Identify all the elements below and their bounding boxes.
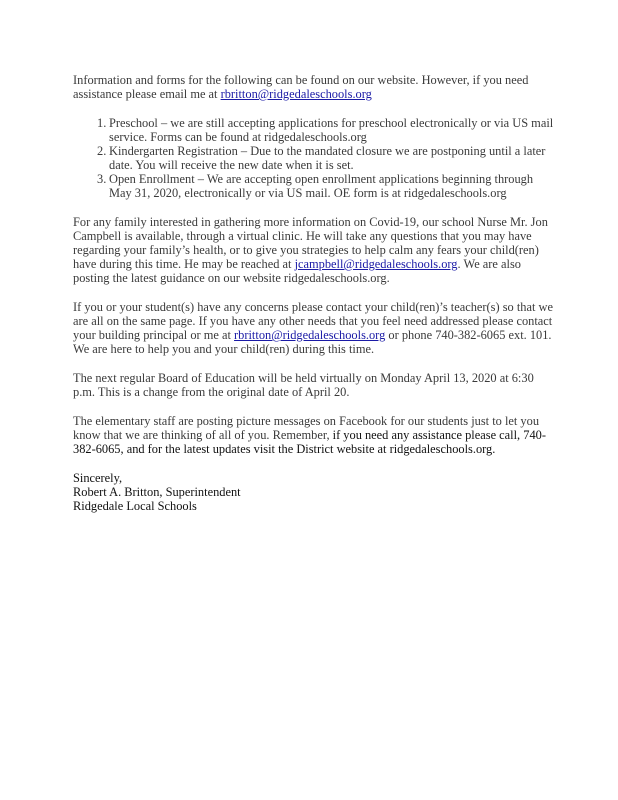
text-line xyxy=(73,257,553,271)
text-line: The next regular Board of Education will be held virtually on Monday April 13, 2020 at 6:30 xyxy=(73,371,534,385)
text-line: Preschool – we are still accepting applications for preschool electronically or via US mail xyxy=(109,116,554,130)
text-line: Kindergarten Registration – Due to the mandated closure we are postponing until a later xyxy=(109,144,546,158)
list-item xyxy=(73,172,553,200)
intro-paragraph xyxy=(73,73,553,101)
text-line: service. Forms can be found at ridgedaleschools.org xyxy=(109,130,367,144)
numbered-list xyxy=(73,116,553,200)
list-item xyxy=(73,144,553,172)
text-line: posting the latest guidance on our website ridgedaleschools.org. xyxy=(73,271,390,285)
closing: Sincerely, xyxy=(73,471,123,485)
text: assistance please email me at xyxy=(73,87,221,101)
list-number: 2. xyxy=(97,144,107,158)
nurse-paragraph xyxy=(73,215,553,285)
email-link[interactable]: jcampbell@ridgedaleschools.org xyxy=(294,257,458,271)
text-line: For any family interested in gathering more information on Covid-19, our school Nurse Mr. Jon xyxy=(73,215,548,229)
letter-body xyxy=(73,73,553,528)
staff-paragraph xyxy=(73,414,553,456)
board-paragraph xyxy=(73,371,553,399)
text-line: date. You will receive the new date when it is set. xyxy=(109,158,354,172)
email-link[interactable]: rbritton@ridgedaleschools.org xyxy=(234,328,386,342)
text-line: The elementary staff are posting picture messages on Facebook for our students just to let you xyxy=(73,414,540,428)
signer-name: Robert A. Britton, Superintendent xyxy=(73,485,241,499)
text-line: Information and forms for the following can be found on our website. However, if you need xyxy=(73,73,529,87)
text: know that we are thinking of all of you. Remember, xyxy=(73,428,333,442)
text-line: We are here to help you and your child(ren) during this time. xyxy=(73,342,375,356)
text-line: regarding your family’s health, or to give you strategies to help calm any fears your child(ren) xyxy=(73,243,539,257)
text-line: Campbell is available, through a virtual clinic. He will take any questions that you may have xyxy=(73,229,532,243)
text-line xyxy=(73,428,553,442)
text-line: May 31, 2020, electronically or via US mail. OE form is at ridgedaleschools.org xyxy=(109,186,507,200)
list-number: 1. xyxy=(97,116,107,130)
text-line xyxy=(73,328,553,342)
text-line: are all on the same page. If you have any other needs that you feel need addressed please contact xyxy=(73,314,553,328)
email-link[interactable]: rbritton@ridgedaleschools.org xyxy=(220,87,372,101)
text: have during this time. He may be reached at xyxy=(73,257,295,271)
concerns-paragraph xyxy=(73,300,553,356)
text: . We are also xyxy=(457,257,521,271)
list-item xyxy=(73,116,553,144)
text: your building principal or me at xyxy=(73,328,235,342)
text-line: Open Enrollment – We are accepting open enrollment applications beginning through xyxy=(109,172,534,186)
text: or phone 740-382-6065 ext. 101. xyxy=(385,328,552,342)
organization: Ridgedale Local Schools xyxy=(73,499,197,513)
text-line: p.m. This is a change from the original date of April 20. xyxy=(73,385,350,399)
text-line: 382-6065, and for the latest updates visit the District website at ridgedaleschools.org. xyxy=(73,442,496,456)
list-number: 3. xyxy=(97,172,107,186)
signature-block xyxy=(73,471,553,513)
text-line: If you or your student(s) have any concerns please contact your child(ren)’s teacher(s) so that we xyxy=(73,300,553,314)
text: if you need any assistance please call, 740- xyxy=(332,428,546,442)
text-line xyxy=(73,87,553,101)
